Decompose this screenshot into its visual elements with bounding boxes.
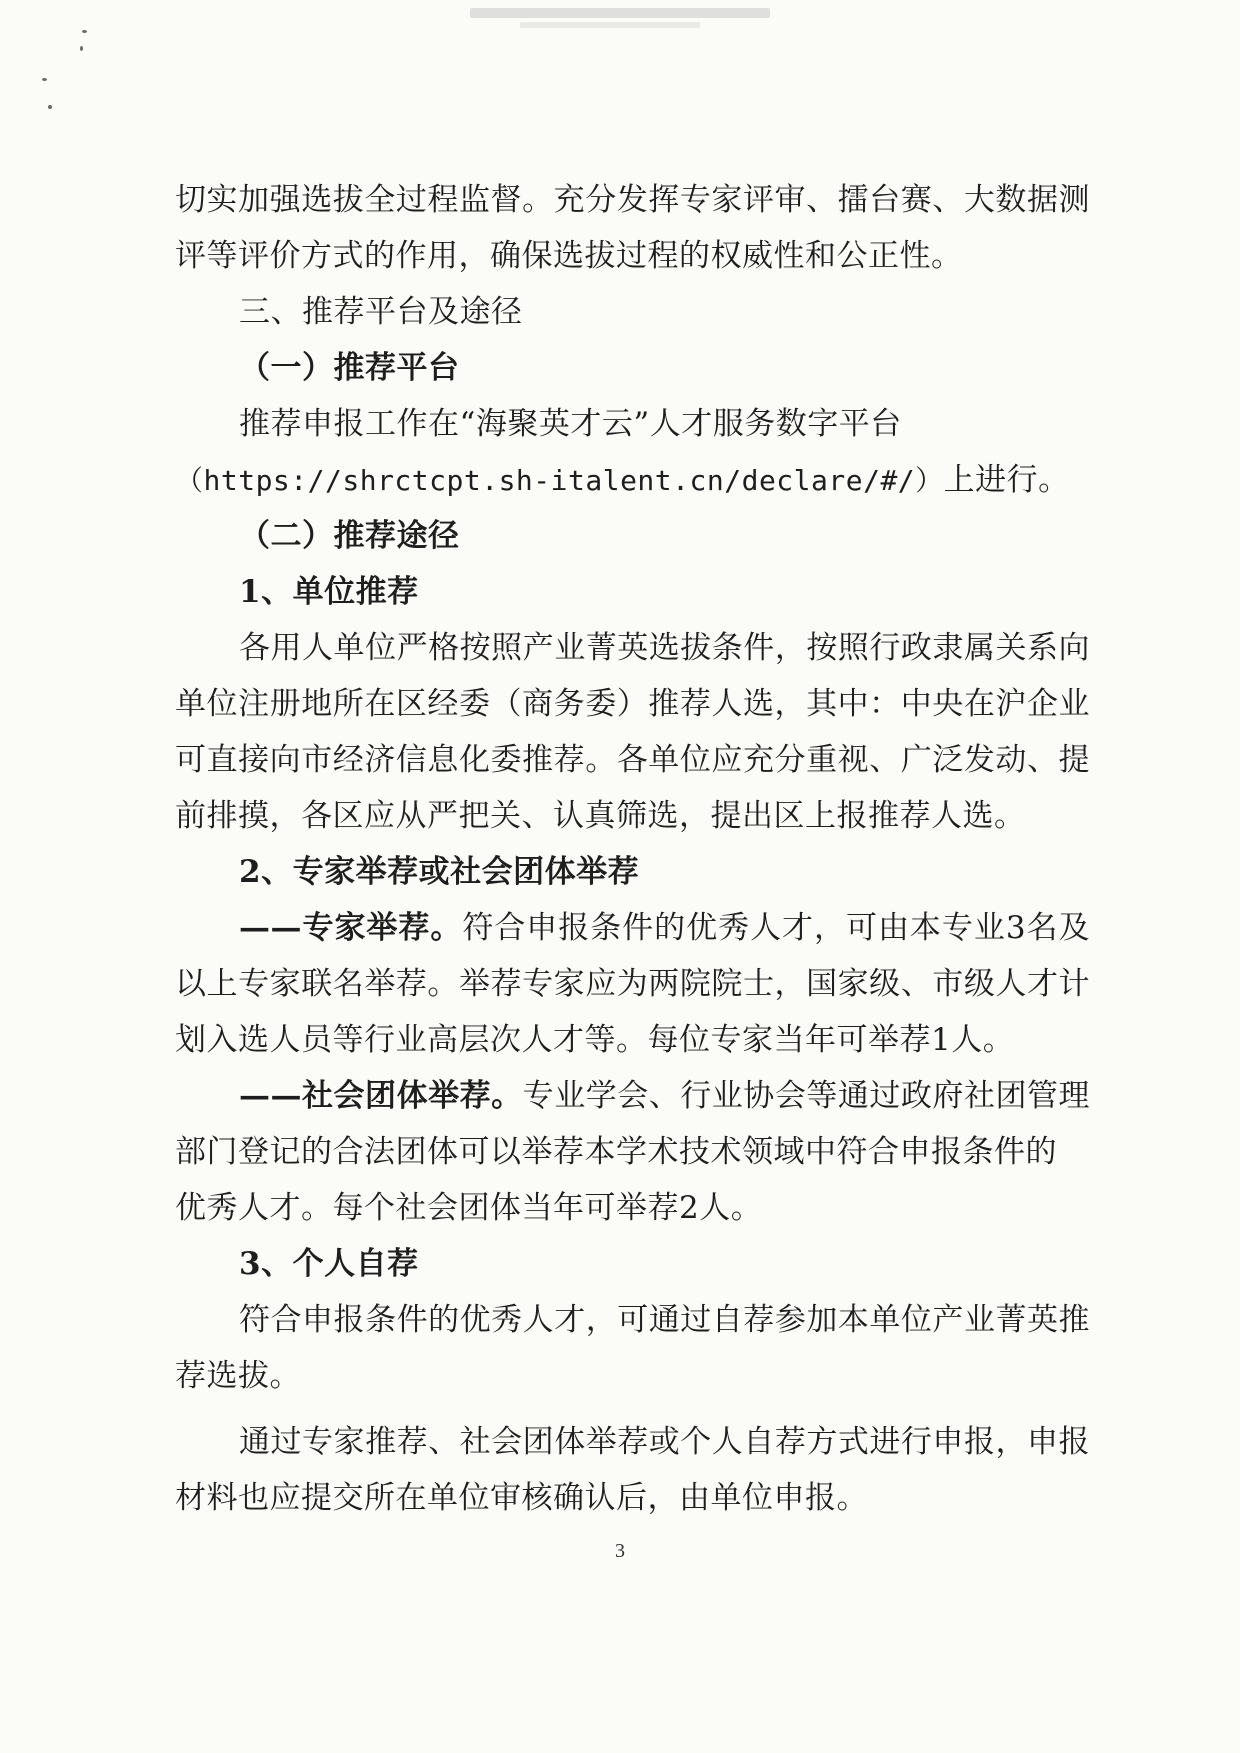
paragraph-text: 上进行。 xyxy=(943,462,1070,498)
paragraph-text: 专业学会、行业协会等通过政府社团管理 xyxy=(522,1078,1091,1114)
scan-smudge xyxy=(520,22,700,28)
item-heading: 3、个人自荐 xyxy=(239,1246,419,1282)
paragraph-lead: ——专家举荐。 xyxy=(239,910,463,946)
paragraph-line: 单位注册地所在区经委（商务委）推荐人选，其中：中央在沪企业 xyxy=(175,686,1090,722)
paragraph-line: 材料也应提交所在单位审核确认后，由单位申报。 xyxy=(175,1480,868,1516)
paragraph-line: 可直接向市经济信息化委推荐。各单位应充分重视、广泛发动、提 xyxy=(175,742,1090,778)
paragraph-line: 优秀人才。每个社会团体当年可举荐2人。 xyxy=(175,1190,763,1226)
paragraph-line: 部门登记的合法团体可以举荐本学术技术领域中符合申报条件的 xyxy=(175,1134,1057,1170)
paragraph-line: 荐选拔。 xyxy=(175,1358,301,1394)
paragraph-line xyxy=(175,900,1090,956)
paragraph-text: 符合申报条件的优秀人才，可由本专业3名及 xyxy=(462,910,1090,946)
paragraph-line: 推荐申报工作在“海聚英才云”人才服务数字平台 xyxy=(239,406,902,442)
paragraph-line xyxy=(175,452,1090,508)
paragraph-line: 各用人单位严格按照产业菁英选拔条件，按照行政隶属关系向 xyxy=(239,630,1090,666)
paragraph-line: 前排摸，各区应从严把关、认真筛选，提出区上报推荐人选。 xyxy=(175,798,1026,834)
item-heading: 1、单位推荐 xyxy=(239,574,419,610)
page-number: 3 xyxy=(615,1540,625,1562)
scan-dot xyxy=(42,78,47,81)
scan-smudge xyxy=(470,8,770,18)
scan-dot xyxy=(82,30,87,33)
paragraph-line: 评等评价方式的作用，确保选拔过程的权威性和公正性。 xyxy=(175,238,963,274)
paragraph-line: 划入选人员等行业高层次人才等。每位专家当年可举荐1人。 xyxy=(175,1022,1015,1058)
paragraph-line: 符合申报条件的优秀人才，可通过自荐参加本单位产业菁英推 xyxy=(239,1302,1090,1338)
subsection-heading: （一）推荐平台 xyxy=(239,350,460,386)
paragraph-line xyxy=(175,1068,1090,1124)
paragraph-gap xyxy=(175,1404,1090,1414)
section-heading: 三、推荐平台及途径 xyxy=(239,294,523,330)
subsection-heading: （二）推荐途径 xyxy=(239,518,460,554)
item-heading: 2、专家举荐或社会团体举荐 xyxy=(239,854,640,890)
document-body xyxy=(175,172,1090,1526)
scan-dot xyxy=(48,105,52,109)
paragraph-line: 切实加强选拔全过程监督。充分发挥专家评审、擂台赛、大数据测 xyxy=(175,182,1090,218)
paragraph-lead: ——社会团体举荐。 xyxy=(239,1078,523,1114)
paragraph-line: 通过专家推荐、社会团体举荐或个人自荐方式进行申报，申报 xyxy=(239,1424,1090,1460)
platform-url[interactable]: （https://shrctcpt.sh-italent.cn/declare/#/） xyxy=(175,464,944,497)
scan-dot xyxy=(80,46,83,51)
paragraph-line: 以上专家联名举荐。举荐专家应为两院院士，国家级、市级人才计 xyxy=(175,966,1090,1002)
